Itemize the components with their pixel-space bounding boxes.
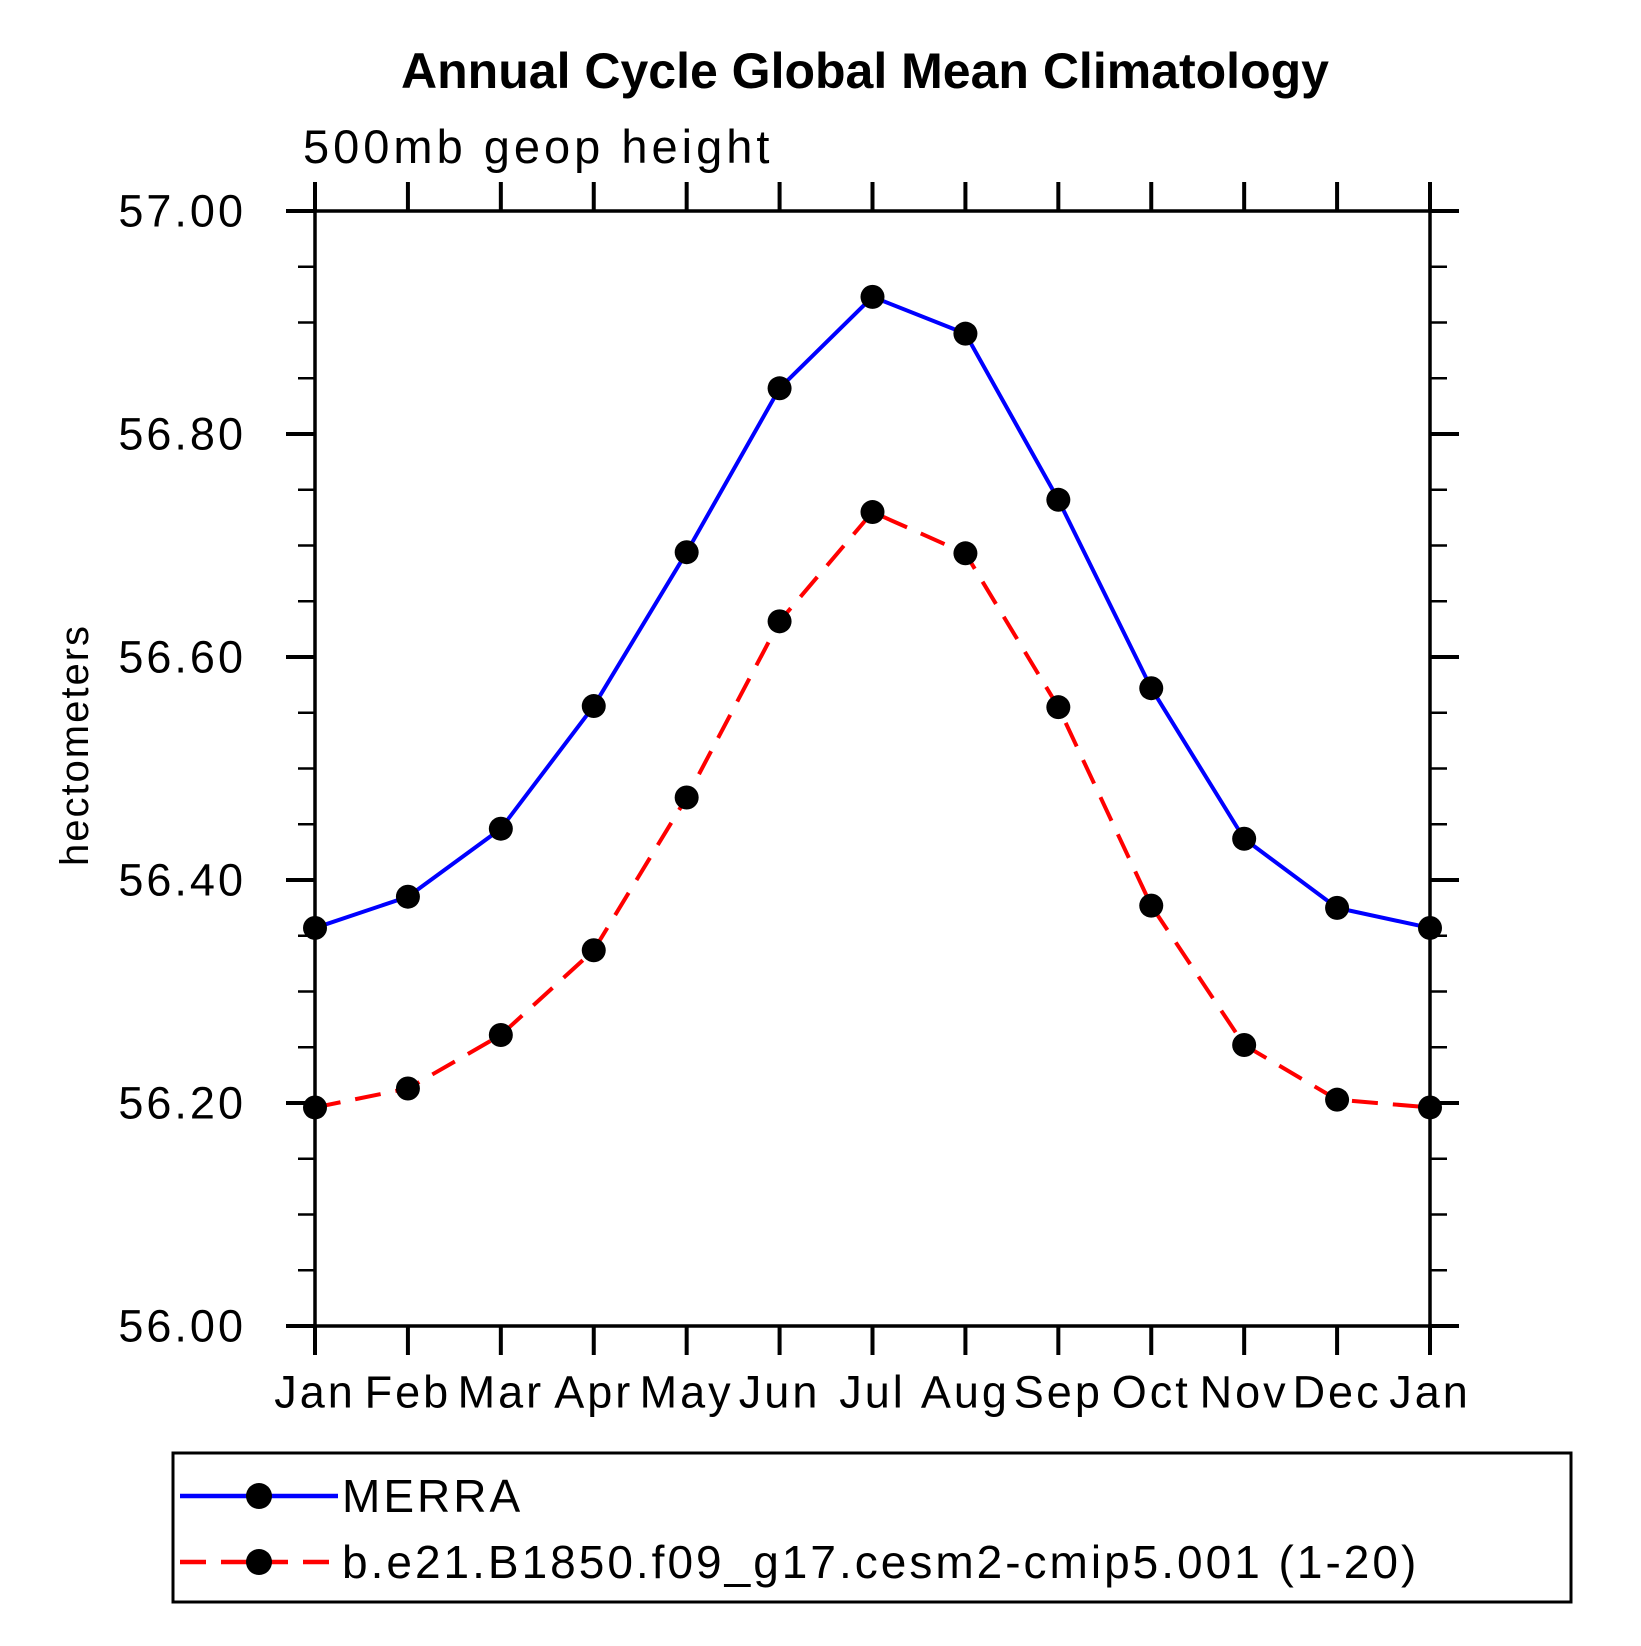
data-point-marker [1232, 827, 1256, 851]
x-tick-label: Mar [457, 1366, 545, 1418]
y-tick-label: 56.40 [118, 854, 246, 906]
data-point-marker [1046, 488, 1070, 512]
data-point-marker [861, 285, 885, 309]
legend-label-merra: MERRA [342, 1470, 524, 1522]
data-point-marker [582, 694, 606, 718]
data-point-marker [1325, 896, 1349, 920]
data-point-marker [1139, 894, 1163, 918]
series-line-b-e21-b1850-f09-g17-cesm2-cmip [315, 512, 1430, 1107]
x-tick-label: Jun [738, 1366, 821, 1418]
data-series [303, 285, 1442, 1120]
x-axis-ticks [315, 182, 1430, 1355]
x-tick-label: May [639, 1366, 734, 1418]
data-point-marker [1232, 1033, 1256, 1057]
data-point-marker [1418, 916, 1442, 940]
x-tick-label: Jan [274, 1366, 356, 1418]
y-tick-label: 57.00 [118, 185, 246, 237]
data-point-marker [303, 1095, 327, 1119]
data-point-marker [489, 817, 513, 841]
legend-row-merra [180, 1470, 523, 1522]
data-point-marker [1325, 1088, 1349, 1112]
y-tick-label: 56.80 [118, 408, 246, 460]
series-line-merra [315, 297, 1430, 928]
data-point-marker [303, 916, 327, 940]
data-point-marker [861, 500, 885, 524]
legend-marker [246, 1549, 272, 1575]
data-point-marker [768, 609, 792, 633]
x-tick-labels [274, 1367, 1471, 1418]
data-point-marker [768, 376, 792, 400]
data-point-marker [1046, 695, 1070, 719]
series-b-e21-b1850-f09-g17-cesm2-cmip [303, 500, 1442, 1119]
x-tick-label: Nov [1199, 1366, 1289, 1418]
legend [173, 1453, 1571, 1602]
x-tick-label: Sep [1013, 1366, 1103, 1418]
data-point-marker [489, 1023, 513, 1047]
data-point-marker [396, 885, 420, 909]
y-tick-label: 56.00 [118, 1300, 246, 1352]
data-point-marker [675, 540, 699, 564]
data-point-marker [675, 785, 699, 809]
y-axis-title: hectometers [53, 623, 97, 867]
x-tick-label: Dec [1292, 1366, 1382, 1418]
chart-title: Annual Cycle Global Mean Climatology [401, 43, 1329, 99]
x-tick-label: Jul [839, 1366, 906, 1418]
data-point-marker [396, 1077, 420, 1101]
x-tick-label: Jan [1389, 1366, 1471, 1418]
x-tick-label: Feb [364, 1366, 452, 1418]
x-tick-label: Aug [920, 1366, 1010, 1418]
plot-border [315, 211, 1430, 1326]
data-point-marker [582, 938, 606, 962]
legend-marker [246, 1483, 272, 1509]
series-merra [303, 285, 1442, 940]
data-point-marker [953, 322, 977, 346]
data-point-marker [953, 541, 977, 565]
y-axis-ticks [286, 211, 1459, 1326]
y-tick-label: 56.20 [118, 1077, 246, 1129]
data-point-marker [1139, 676, 1163, 700]
data-point-marker [1418, 1095, 1442, 1119]
y-tick-labels [118, 186, 246, 1352]
chart-subtitle: 500mb geop height [303, 120, 774, 173]
x-tick-label: Oct [1111, 1366, 1191, 1418]
legend-label-b-e21-b1850-f09-g17-cesm2-cmip: b.e21.B1850.f09_g17.cesm2-cmip5.001 (1-20) [342, 1536, 1420, 1588]
y-tick-label: 56.60 [118, 631, 246, 683]
x-tick-label: Apr [554, 1366, 634, 1418]
legend-row-b-e21-b1850-f09-g17-cesm2-cmip [180, 1536, 1419, 1588]
